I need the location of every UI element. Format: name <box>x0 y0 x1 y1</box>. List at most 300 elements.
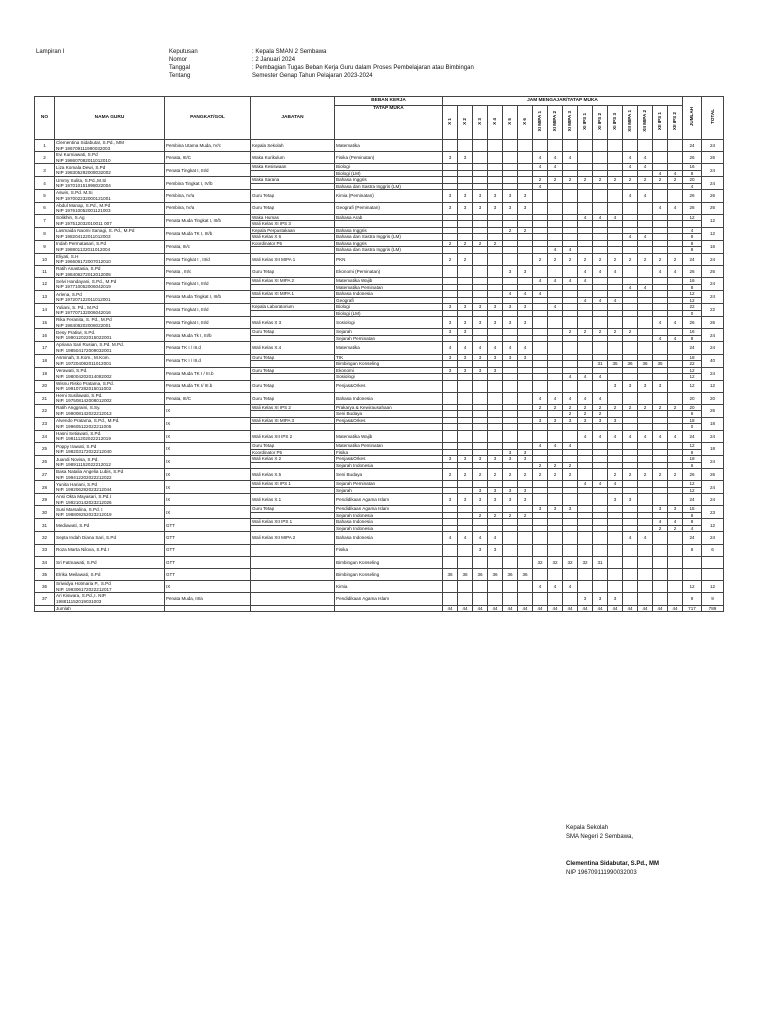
hours-cell <box>458 581 473 593</box>
teacher-rank: GTT <box>165 532 251 544</box>
teacher-name: Hemi Susilawati, S.Pd. <box>56 392 103 398</box>
hours-cell: 4 <box>608 481 623 488</box>
hours-cell <box>578 494 593 506</box>
row-jumlah: 8 <box>683 519 702 526</box>
hours-cell: 4 <box>593 481 608 488</box>
hours-cell: 3 <box>503 202 518 214</box>
teacher-subject: Pendidikaan Agama Islam <box>335 494 443 506</box>
teacher-total: 24 <box>702 367 724 380</box>
teacher-subject: Bahasa Indonesia <box>335 519 443 526</box>
hours-cell <box>503 556 518 568</box>
hours-cell: 3 <box>458 152 473 164</box>
teacher-rank: Penata TK I / III.d <box>165 354 251 367</box>
hours-cell: 4 <box>668 335 683 342</box>
hours-cell <box>578 190 593 202</box>
hours-cell <box>668 392 683 404</box>
hours-cell <box>488 265 503 277</box>
hours-cell: 3 <box>518 449 533 456</box>
teacher-subject: Seni Budaya <box>335 469 443 481</box>
hours-cell <box>548 430 563 442</box>
hours-cell: 2 <box>668 469 683 481</box>
teacher-name-cell <box>55 519 165 532</box>
table-row <box>35 253 724 265</box>
teacher-name: Indah Permatasari, S.Pd <box>56 241 107 247</box>
teacher-subject: Bahasa Arab <box>335 214 443 221</box>
hours-cell: 2 <box>563 404 578 411</box>
hours-cell <box>668 556 683 568</box>
teacher-nip: NIP. 197204092011012001 <box>56 360 112 366</box>
teacher-nip: NIP. 199008142022212013 <box>56 410 112 416</box>
teacher-no: 35 <box>35 569 55 581</box>
hours-cell <box>473 253 488 265</box>
hours-cell <box>653 581 668 593</box>
hours-cell <box>638 544 653 556</box>
hours-cell: 3 <box>518 265 533 277</box>
hours-cell <box>593 342 608 354</box>
hours-cell <box>563 317 578 329</box>
table-row <box>35 392 724 404</box>
row-jumlah: 12 <box>683 367 702 374</box>
teacher-name: Sriwidya Hotmaria P., S.Pd <box>56 581 111 587</box>
hours-cell: 2 <box>608 404 623 411</box>
teacher-nip: NIP 198406272012012005 <box>56 271 111 277</box>
row-jumlah: 12 <box>683 487 702 494</box>
table-row <box>35 342 724 354</box>
hours-cell: 4 <box>593 374 608 381</box>
teacher-subject: Fisika (Peminatan) <box>335 152 443 164</box>
teacher-name: Mediawati, S.Pd <box>56 522 90 528</box>
teacher-nip: NIP 198408202008022001 <box>56 322 111 328</box>
teacher-subject: Geografi (Peminatan) <box>335 202 443 214</box>
teacher-no: 1 <box>35 140 55 152</box>
teacher-rank: Penata, III/c <box>165 240 251 253</box>
hours-cell <box>623 342 638 354</box>
hours-cell: 2 <box>548 404 563 411</box>
hours-cell: 31 <box>593 556 608 568</box>
header-tatap-muka: TATAP MUKA <box>335 106 443 140</box>
teacher-total: 23 <box>702 506 724 519</box>
row-jumlah: 12 <box>683 443 702 450</box>
teacher-total <box>702 556 724 568</box>
teacher-total: 26 <box>702 265 724 277</box>
teacher-rank: Penata, III/C <box>165 152 251 164</box>
hours-cell: 2 <box>518 512 533 519</box>
hours-cell <box>638 569 653 581</box>
hours-cell <box>608 392 623 404</box>
hours-cell <box>458 380 473 392</box>
hours-cell: 2 <box>443 253 458 265</box>
hours-cell: 4 <box>668 519 683 526</box>
hours-cell <box>653 544 668 556</box>
hours-cell <box>488 380 503 392</box>
hours-cell: 4 <box>548 581 563 593</box>
footer-hours: 44 <box>443 605 458 612</box>
teacher-subject: Penjas&Orkes <box>335 456 443 463</box>
teacher-subject: Bimbingan Konseling <box>335 569 443 581</box>
teacher-name: Susi Marsalina, S.Pd. I <box>56 506 103 512</box>
teacher-rank: Penata Muda Tk I, III/b <box>165 329 251 342</box>
teacher-nip: NIP. 199605122022211005 <box>56 423 112 429</box>
teacher-nip: NIP 197710052006042019 <box>56 284 111 290</box>
teacher-name: Basa Natalia Angelia Lubis, S.Pd <box>56 469 124 475</box>
row-jumlah: 8 <box>683 234 702 241</box>
header-class <box>638 106 653 140</box>
hours-cell: 3 <box>443 367 458 374</box>
teacher-nip: NIP. 199206292023212044 <box>56 487 112 493</box>
teacher-rank: IX <box>165 443 251 456</box>
teacher-name: Wisnu Risko Pratama, S.Pd. <box>56 380 114 386</box>
hours-cell: 4 <box>563 278 578 285</box>
hours-cell: 3 <box>488 487 503 494</box>
teacher-no: 5 <box>35 190 55 202</box>
teacher-name-cell <box>55 469 165 481</box>
hours-cell: 2 <box>593 177 608 184</box>
hours-cell <box>623 202 638 214</box>
teacher-no: 27 <box>35 469 55 481</box>
hours-cell: 3 <box>518 354 533 361</box>
teacher-nip: NIP. 199412202022212022 <box>56 474 112 480</box>
teacher-position <box>251 544 335 556</box>
hours-cell <box>578 532 593 544</box>
teacher-rank: Penata Muda Tingkat I, III/b <box>165 214 251 227</box>
hours-cell: 2 <box>473 512 488 519</box>
teacher-position: Guru Tetap <box>251 190 335 202</box>
hours-cell: 3 <box>458 317 473 329</box>
teacher-subject: Sejarah Peminatan <box>335 335 443 342</box>
header-class-label: XI IPS 1 <box>582 112 588 130</box>
hours-cell: 4 <box>668 170 683 177</box>
decree-label: Tentang <box>169 73 191 79</box>
hours-cell <box>668 342 683 354</box>
hours-cell <box>608 152 623 164</box>
hours-cell <box>443 581 458 593</box>
row-jumlah: 26 <box>683 152 702 164</box>
hours-cell: 2 <box>668 525 683 532</box>
hours-cell <box>608 581 623 593</box>
row-jumlah: 12 <box>683 481 702 488</box>
hours-cell: 4 <box>503 291 518 298</box>
hours-cell: 3 <box>638 380 653 392</box>
hours-cell: 4 <box>533 392 548 404</box>
teacher-subject: Sejarah Indonesia <box>335 512 443 519</box>
hours-cell <box>473 593 488 605</box>
row-jumlah: 8 <box>683 284 702 291</box>
hours-cell: 3 <box>458 190 473 202</box>
teacher-rank: IX <box>165 581 251 593</box>
teacher-subject: TIK <box>335 354 443 361</box>
header-name: NAMA GURU <box>55 97 165 140</box>
hours-cell <box>638 392 653 404</box>
teacher-subject: Prakarya & Kewirausahaan <box>335 404 443 411</box>
hours-cell <box>563 202 578 214</box>
hours-cell <box>533 342 548 354</box>
hours-cell: 4 <box>623 234 638 241</box>
teacher-total: 9 <box>702 593 724 605</box>
teacher-subject: Sosiologi <box>335 317 443 329</box>
hours-cell: 2 <box>623 404 638 411</box>
teacher-no: 14 <box>35 304 55 317</box>
teacher-name-cell <box>55 569 165 581</box>
teacher-subject: Kimia (Peminatan) <box>335 190 443 202</box>
signature-school: SMA Negeri 2 Sembawa, <box>566 834 634 840</box>
teacher-total: 18 <box>702 443 724 456</box>
teacher-total: 26 <box>702 469 724 481</box>
hours-cell <box>473 392 488 404</box>
header-class-label: X 4 <box>492 117 498 125</box>
teacher-no: 33 <box>35 544 55 556</box>
row-jumlah: 8 <box>683 335 702 342</box>
row-jumlah: 24 <box>683 430 702 442</box>
hours-cell: 3 <box>473 456 488 463</box>
row-jumlah: 8 <box>683 240 702 247</box>
row-jumlah: 20 <box>683 404 702 411</box>
teacher-nip: NIP 198204122011012003 <box>56 233 111 239</box>
hours-cell <box>443 380 458 392</box>
hours-cell: 4 <box>473 532 488 544</box>
hours-cell <box>488 392 503 404</box>
teacher-rank: Penata Tingkat I , III/d <box>165 253 251 265</box>
hours-cell: 3 <box>443 494 458 506</box>
table-row <box>35 569 724 581</box>
hours-cell: 3 <box>503 190 518 202</box>
teacher-name: Desy Pratiwi, S.Pd. <box>56 329 96 335</box>
header-workload: BEBAN KERJA <box>335 97 443 106</box>
signature-title: Kepala Sekolah <box>566 825 609 831</box>
teacher-total: 12 <box>702 581 724 593</box>
hours-cell <box>593 532 608 544</box>
hours-cell: 3 <box>563 506 578 513</box>
row-jumlah: 26 <box>683 190 702 202</box>
hours-cell: 3 <box>473 190 488 202</box>
teacher-rank: Penata Tingkat I, III/d <box>165 317 251 329</box>
teacher-name-cell <box>55 152 165 164</box>
footer-hours: 44 <box>638 605 653 612</box>
row-jumlah <box>683 556 702 568</box>
row-jumlah: 16 <box>683 164 702 171</box>
teacher-position <box>251 569 335 581</box>
footer-hours: 44 <box>533 605 548 612</box>
teacher-rank: Penata, III/C <box>165 392 251 404</box>
hours-cell <box>503 581 518 593</box>
hours-cell: 3 <box>473 487 488 494</box>
teacher-subject: Geografi <box>335 297 443 304</box>
hours-cell: 4 <box>623 190 638 202</box>
hours-cell: 4 <box>533 291 548 298</box>
teacher-position: Wali Kelas XII IPS 1 <box>251 519 335 526</box>
row-jumlah: 12 <box>683 374 702 381</box>
teacher-name: Hasni Setiawati, S.Pd. <box>56 430 102 436</box>
hours-cell <box>503 140 518 152</box>
hours-cell: 2 <box>578 253 593 265</box>
teacher-subject: Penjas&Orkes <box>335 417 443 424</box>
hours-cell: 4 <box>653 202 668 214</box>
hours-cell <box>473 152 488 164</box>
teacher-position: Koordinator P5 <box>251 449 335 456</box>
hours-cell: 4 <box>563 392 578 404</box>
hours-cell <box>443 593 458 605</box>
teacher-subject: Sejarah Peminatan <box>335 481 443 488</box>
hours-cell <box>653 140 668 152</box>
hours-cell: 3 <box>488 317 503 329</box>
table-row <box>35 544 724 556</box>
hours-cell: 3 <box>473 202 488 214</box>
teacher-rank: IX <box>165 494 251 506</box>
teacher-rank: Penata TK I / III.d <box>165 342 251 354</box>
footer-hours: 44 <box>668 605 683 612</box>
hours-cell: 2 <box>653 177 668 184</box>
teacher-no: 3 <box>35 164 55 177</box>
teacher-rank: IX <box>165 506 251 519</box>
hours-cell <box>533 317 548 329</box>
hours-cell <box>668 494 683 506</box>
teacher-name: Roza Marta Nilova, S.Pd.I <box>56 547 109 553</box>
teacher-rank: Penata Tingkat I, III/d <box>165 164 251 177</box>
hours-cell <box>638 494 653 506</box>
teacher-name-cell <box>55 532 165 544</box>
hours-cell: 3 <box>458 329 473 336</box>
teacher-no: 9 <box>35 240 55 253</box>
hours-cell: 3 <box>488 544 503 556</box>
hours-cell: 4 <box>518 342 533 354</box>
teacher-name: Ratih Anastasia, S.Pd <box>56 266 101 272</box>
teacher-name: Yuliani, S. Pd., M.Pd <box>56 304 98 310</box>
decree-value: : Kepala SMAN 2 Sembawa <box>252 49 327 55</box>
teacher-position <box>251 581 335 593</box>
hours-cell <box>593 469 608 481</box>
footer-blank <box>335 605 443 612</box>
hours-cell <box>503 152 518 164</box>
hours-cell <box>473 581 488 593</box>
footer-hours: 44 <box>473 605 488 612</box>
hours-cell: 2 <box>518 227 533 234</box>
table-row <box>35 265 724 277</box>
hours-cell <box>578 342 593 354</box>
table-row <box>35 532 724 544</box>
hours-cell: 3 <box>608 593 623 605</box>
hours-cell: 4 <box>578 392 593 404</box>
hours-cell <box>593 569 608 581</box>
hours-cell <box>458 430 473 442</box>
row-jumlah: 15 <box>683 506 702 513</box>
hours-cell <box>563 265 578 277</box>
hours-cell <box>533 202 548 214</box>
hours-cell: 3 <box>458 367 473 374</box>
hours-cell: 2 <box>503 512 518 519</box>
hours-cell: 3 <box>473 544 488 556</box>
header-class-label: XI MIPA 2 <box>552 111 558 132</box>
table-row <box>35 593 724 605</box>
hours-cell: 3 <box>488 202 503 214</box>
hours-cell <box>653 392 668 404</box>
teacher-no: 11 <box>35 265 55 277</box>
header-no: NO <box>35 97 55 140</box>
hours-cell <box>638 317 653 329</box>
row-jumlah: 18 <box>683 354 702 361</box>
hours-cell: 3 <box>488 190 503 202</box>
teacher-nip: NIP. 198504172009032001 <box>56 347 112 353</box>
hours-cell: 4 <box>653 170 668 177</box>
hours-cell <box>623 569 638 581</box>
teacher-no: 22 <box>35 404 55 417</box>
hours-cell <box>563 342 578 354</box>
hours-cell <box>608 569 623 581</box>
hours-cell <box>488 581 503 593</box>
teacher-subject: Ekonomi (Peminatan) <box>335 265 443 277</box>
hours-cell <box>563 544 578 556</box>
teacher-subject: Kimia <box>335 581 443 593</box>
footer-hours: 44 <box>518 605 533 612</box>
hours-cell: 2 <box>623 253 638 265</box>
teacher-position: Guru Tetap <box>251 265 335 277</box>
teacher-name-cell <box>55 380 165 392</box>
teacher-name: Apriana Sari Rusian, S.Pd. M.Pd. <box>56 342 124 348</box>
header-class <box>488 106 503 140</box>
teacher-position: Wali Kelas XI IPS 2 <box>251 404 335 411</box>
hours-cell: 4 <box>548 392 563 404</box>
header-class <box>548 106 563 140</box>
hours-cell: 32 <box>548 556 563 568</box>
hours-cell <box>668 569 683 581</box>
teacher-name-cell <box>55 367 165 380</box>
hours-cell: 3 <box>608 417 623 424</box>
table-row <box>35 202 724 214</box>
hours-cell: 4 <box>578 214 593 221</box>
hours-cell <box>518 593 533 605</box>
teacher-subject: Bahasa Indonesia <box>335 291 443 298</box>
hours-cell: 2 <box>458 240 473 247</box>
hours-cell <box>638 342 653 354</box>
teacher-nip: NIP. 198203172022212040 <box>56 449 112 455</box>
teacher-name: Alvendo Pratama, S.Pd., M.Pd. <box>56 418 120 424</box>
teacher-total: 24 <box>702 494 724 506</box>
footer-total: 789 <box>702 605 724 612</box>
teacher-total: 18 <box>702 417 724 430</box>
hours-cell <box>518 556 533 568</box>
hours-cell: 2 <box>578 329 593 336</box>
hours-cell <box>668 152 683 164</box>
teacher-total: 6 <box>702 544 724 556</box>
table-row <box>35 469 724 481</box>
teacher-name-cell <box>55 430 165 442</box>
teacher-position: Waka Sarana <box>251 177 335 184</box>
teacher-name-cell <box>55 494 165 506</box>
teacher-no: 19 <box>35 367 55 380</box>
teacher-rank: Penata Muda TK I, III/b <box>165 227 251 240</box>
teacher-name: Abdul Manap, S.Pd., M.Pd <box>56 202 111 208</box>
hours-cell <box>488 140 503 152</box>
footer-jumlah: 717 <box>683 605 702 612</box>
teacher-position: Wali Kelas XI IPS 1 <box>251 481 335 488</box>
teacher-name-cell <box>55 140 165 152</box>
hours-cell <box>518 380 533 392</box>
teacher-name: Clementina Sidabutar, S.Pd., MM <box>56 140 124 146</box>
teacher-nip: NIP 196606172007012010 <box>56 259 111 265</box>
hours-cell: 4 <box>653 265 668 277</box>
teacher-no: 16 <box>35 329 55 342</box>
hours-cell: 2 <box>653 469 668 481</box>
row-jumlah: 6 <box>683 462 702 469</box>
hours-cell <box>548 569 563 581</box>
hours-cell <box>638 556 653 568</box>
hours-cell: 32 <box>533 556 548 568</box>
teacher-name: Septa Indah Diana Sari, S.Pd <box>56 535 117 541</box>
teacher-no: 25 <box>35 443 55 456</box>
hours-cell: 4 <box>563 581 578 593</box>
teacher-rank: Pembina, IV/a <box>165 202 251 214</box>
hours-cell: 3 <box>518 317 533 329</box>
teacher-name-cell <box>55 240 165 253</box>
header-teaching-hours: JAM MENGAJAR/TATAP MUKA <box>443 97 683 106</box>
